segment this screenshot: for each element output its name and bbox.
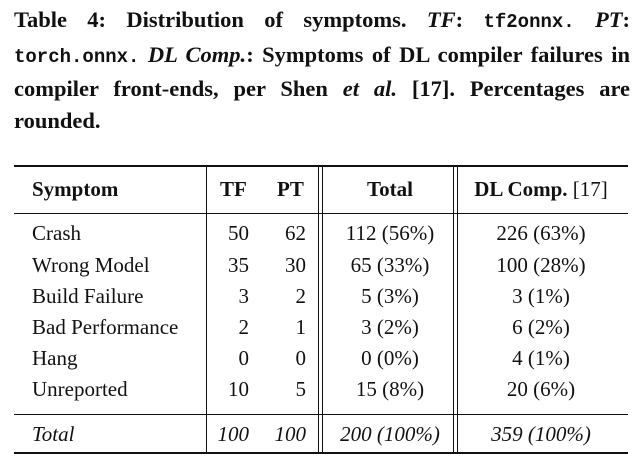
row-total: 15 (8%) [355, 377, 425, 401]
row-dl-comp: 100 (28%) [496, 253, 586, 277]
caption-dl-description-end: [17]. Percentages are rounded. [14, 76, 631, 133]
table-header-rule [14, 213, 628, 214]
header-symptom: Symptom [32, 177, 119, 201]
caption-label: Table 4: Distribution of symptoms. [14, 7, 407, 32]
total-dl-comp: 359 (100%) [491, 422, 591, 446]
row-pt: 1 [295, 315, 306, 339]
header-pt: PT [277, 177, 304, 201]
caption-et-al: et al. [342, 76, 397, 101]
row-symptom: Wrong Model [32, 253, 150, 277]
row-symptom: Build Failure [32, 284, 144, 308]
row-symptom: Unreported [32, 377, 128, 401]
header-dl-comp-label: DL Comp. [474, 177, 568, 201]
row-dl-comp: 4 (1%) [512, 346, 570, 370]
column-separator-double-left [318, 167, 319, 452]
column-separator-double-right [457, 167, 458, 452]
total-total: 200 (100%) [340, 422, 440, 446]
table-top-rule [14, 165, 628, 167]
caption-tf-colon: : [455, 7, 464, 32]
header-tf: TF [220, 177, 247, 201]
row-tf: 3 [238, 284, 249, 308]
row-tf: 10 [228, 377, 249, 401]
symptom-table [14, 165, 628, 454]
header-dl-comp-ref: [17] [572, 177, 608, 201]
row-dl-comp: 20 (6%) [506, 377, 576, 401]
row-total: 112 (56%) [345, 221, 435, 245]
row-pt: 0 [295, 346, 306, 370]
caption-tf-abbr: TF [426, 7, 456, 32]
row-total: 65 (33%) [350, 253, 430, 277]
row-symptom: Hang [32, 346, 78, 370]
caption-pt-colon: : [622, 7, 631, 32]
row-total: 0 (0%) [361, 346, 419, 370]
column-separator-double-left [453, 167, 454, 452]
caption-dl-abbr: DL Comp. [147, 41, 247, 67]
row-tf: 2 [238, 315, 249, 339]
caption-tf-tool: tf2onnx. [483, 11, 575, 33]
caption-pt-abbr: PT [595, 7, 623, 32]
table-total-rule [14, 414, 628, 415]
total-tf: 100 [217, 422, 249, 446]
caption-pt-tool: torch.onnx. [14, 45, 140, 68]
row-dl-comp: 3 (1%) [512, 284, 570, 308]
table-caption [14, 4, 630, 136]
row-dl-comp: 6 (2%) [512, 315, 570, 339]
row-tf: 50 [228, 221, 249, 245]
row-pt: 30 [285, 253, 306, 277]
table-bottom-rule [14, 452, 628, 454]
row-symptom: Crash [32, 221, 81, 245]
row-symptom: Bad Performance [32, 315, 179, 339]
row-pt: 2 [295, 284, 306, 308]
row-tf: 0 [238, 346, 249, 370]
row-dl-comp: 226 (63%) [496, 221, 586, 245]
row-total: 5 (3%) [361, 284, 419, 308]
row-pt: 5 [295, 377, 306, 401]
column-separator-double-right [322, 167, 323, 452]
column-separator [206, 167, 207, 452]
total-pt: 100 [274, 422, 306, 446]
row-pt: 62 [285, 221, 306, 245]
caption-dl-description: : Symptoms of DL compiler failures in compiler front-ends, per Shen [14, 41, 631, 101]
row-tf: 35 [228, 253, 249, 277]
total-label: Total [32, 422, 75, 446]
row-total: 3 (2%) [361, 315, 419, 339]
header-dl-comp [461, 177, 621, 201]
header-total: Total [367, 177, 413, 201]
